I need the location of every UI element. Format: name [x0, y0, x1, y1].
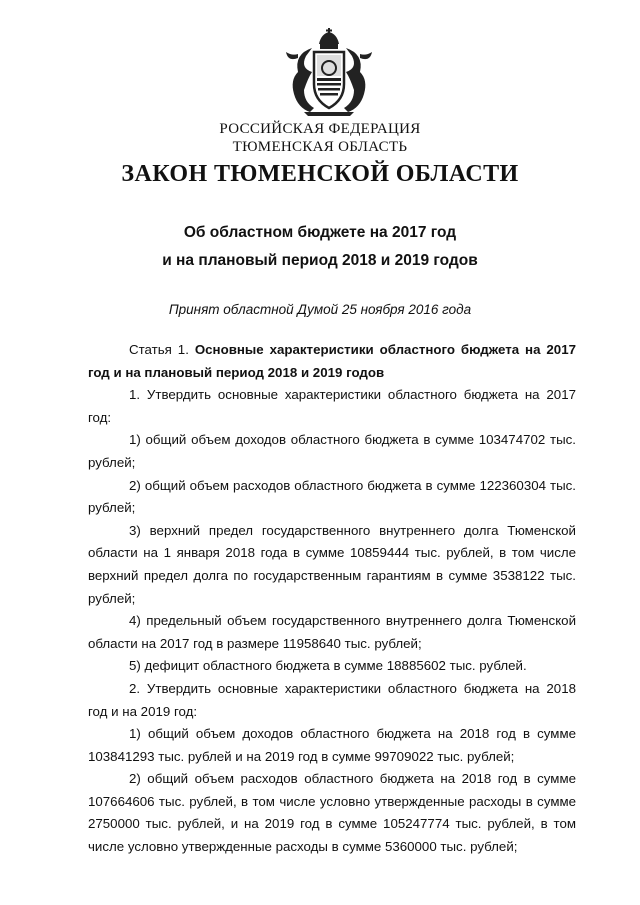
- article-label: Статья 1.: [129, 342, 195, 357]
- paragraph-1-5: 5) дефицит областного бюджета в сумме 18885602 тыс. рублей.: [129, 658, 527, 674]
- document-body: [88, 339, 576, 859]
- adoption-date: Принят областной Думой 25 ноября 2016 года: [168, 302, 472, 317]
- paragraph-2-2: 2) общий объем расходов областного бюджета на 2018 год в сумме 107664606 тыс. рублей, в том числе условно утвержденные расходы в сумме 2750000 тыс. рублей, и на 2019 год в сумме 105247774 тыс. рублей, в том числе условно утвержденные расходы в сумме 5360000 тыс. рублей;: [88, 771, 576, 855]
- header-country: РОССИЙСКАЯ ФЕДЕРАЦИЯ: [219, 121, 421, 137]
- header-law-title: ЗАКОН ТЮМЕНСКОЙ ОБЛАСТИ: [121, 161, 519, 187]
- paragraph-1: 1. Утвердить основные характеристики областного бюджета на 2017 год:: [88, 387, 576, 425]
- title-line-2: и на плановый период 2018 и 2019 годов: [162, 252, 478, 269]
- article-title: Основные характеристики областного бюджета на 2017 год и на плановый период 2018 и 2019 годов: [88, 342, 576, 380]
- header-region: ТЮМЕНСКАЯ ОБЛАСТЬ: [232, 139, 408, 155]
- paragraph-1-4: 4) предельный объем государственного внутреннего долга Тюменской области на 2017 год в размере 11958640 тыс. рублей;: [88, 613, 576, 651]
- paragraph-2: 2. Утвердить основные характеристики областного бюджета на 2018 год и на 2019 год:: [88, 680, 576, 719]
- coat-of-arms-emblem: [284, 28, 374, 116]
- paragraph-1-1: 1) общий объем доходов областного бюджета в сумме 103474702 тыс. рублей;: [88, 432, 576, 470]
- paragraph-1-3: 3) верхний предел государственного внутреннего долга Тюменской области на 1 января 2018 года в сумме 10859444 тыс. рублей, в том числе верхний предел долга по государственным гарантиям в сумме 3538122 тыс. рублей;: [88, 522, 576, 606]
- article-heading: [88, 339, 576, 384]
- title-line-1: Об областном бюджете на 2017 год: [183, 224, 457, 241]
- document-title: [0, 219, 640, 275]
- paragraph-1-2: 2) общий объем расходов областного бюджета в сумме 122360304 тыс. рублей;: [88, 477, 576, 516]
- paragraph-2-1: 1) общий объем доходов областного бюджета на 2018 год в сумме 103841293 тыс. рублей и на 2019 год в сумме 99709022 тыс. рублей;: [88, 726, 576, 764]
